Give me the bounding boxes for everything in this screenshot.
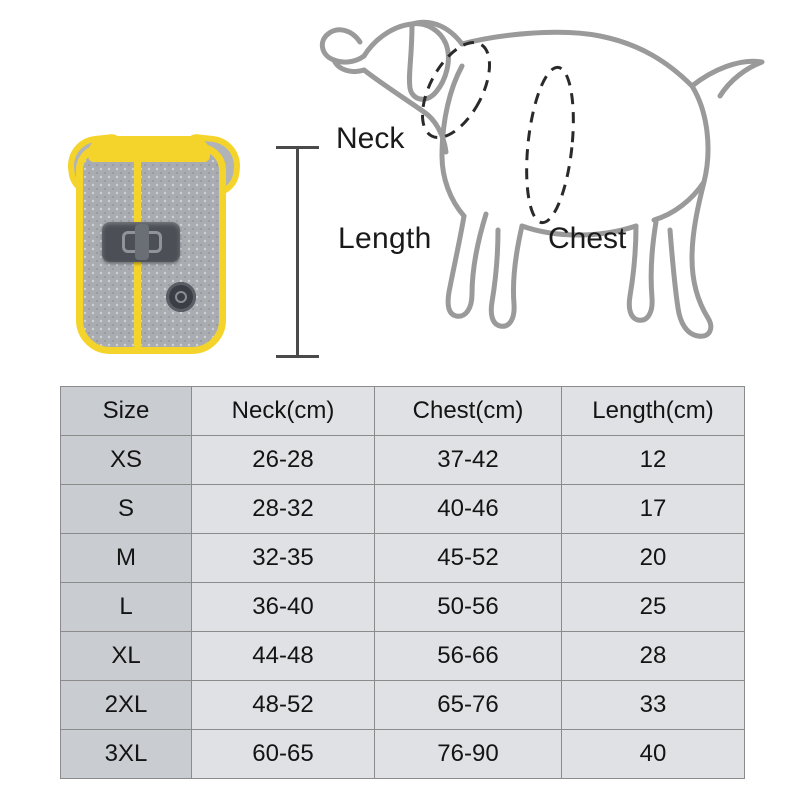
cell-length: 17: [562, 485, 745, 534]
cell-length: 28: [562, 632, 745, 681]
table-body: [61, 436, 745, 779]
cell-length: 40: [562, 730, 745, 779]
header-chest: Chest(cm): [375, 387, 562, 436]
cell-length: 33: [562, 681, 745, 730]
brand-badge-icon: [166, 282, 196, 312]
cell-length: 20: [562, 534, 745, 583]
cell-neck: 48-52: [192, 681, 375, 730]
length-line: [296, 148, 299, 358]
cell-neck: 28-32: [192, 485, 375, 534]
header-size: Size: [61, 387, 192, 436]
cell-chest: 37-42: [375, 436, 562, 485]
table-row: [61, 632, 745, 681]
chest-label: Chest: [548, 222, 627, 255]
table-row: [61, 583, 745, 632]
table-row: [61, 730, 745, 779]
product-photo-harness: [58, 130, 248, 370]
vest-collar: [88, 136, 210, 162]
buckle-icon: [102, 222, 180, 262]
cell-neck: 44-48: [192, 632, 375, 681]
cell-chest: 45-52: [375, 534, 562, 583]
table-row: [61, 436, 745, 485]
table-row: [61, 485, 745, 534]
cell-size: XS: [61, 436, 192, 485]
length-label: Length: [338, 222, 432, 255]
table-header-row: [61, 387, 745, 436]
illustration-area: [0, 0, 800, 380]
size-table: [60, 386, 745, 779]
table-row: [61, 534, 745, 583]
cell-size: L: [61, 583, 192, 632]
cell-neck: 60-65: [192, 730, 375, 779]
cell-size: S: [61, 485, 192, 534]
cell-size: 3XL: [61, 730, 192, 779]
cell-size: 2XL: [61, 681, 192, 730]
neck-label: Neck: [336, 122, 405, 155]
dog-outline-diagram: [300, 0, 800, 380]
cell-neck: 32-35: [192, 534, 375, 583]
cell-chest: 76-90: [375, 730, 562, 779]
header-length: Length(cm): [562, 387, 745, 436]
cell-size: M: [61, 534, 192, 583]
cell-length: 12: [562, 436, 745, 485]
cell-size: XL: [61, 632, 192, 681]
cell-neck: 26-28: [192, 436, 375, 485]
table-row: [61, 681, 745, 730]
header-neck: Neck(cm): [192, 387, 375, 436]
table-header: [61, 387, 745, 436]
cell-chest: 56-66: [375, 632, 562, 681]
cell-chest: 65-76: [375, 681, 562, 730]
cell-chest: 40-46: [375, 485, 562, 534]
cell-chest: 50-56: [375, 583, 562, 632]
cell-length: 25: [562, 583, 745, 632]
cell-neck: 36-40: [192, 583, 375, 632]
